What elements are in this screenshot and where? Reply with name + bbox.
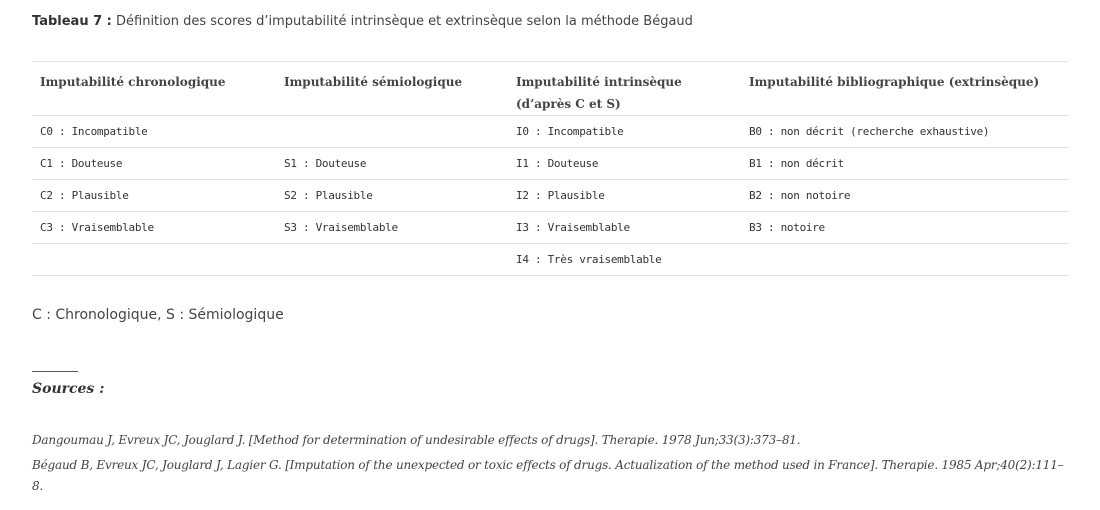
table-cell: [276, 244, 508, 276]
table-cell: C2 : Plausible: [32, 180, 276, 212]
table-header-row: [32, 62, 1068, 116]
table-cell: B2 : non notoire: [741, 180, 1068, 212]
sources-heading: Sources :: [32, 381, 105, 397]
table-cell: B3 : notoire: [741, 212, 1068, 244]
divider: [32, 371, 78, 372]
table-cell: S1 : Douteuse: [276, 148, 508, 180]
table-cell: C0 : Incompatible: [32, 116, 276, 148]
header-intrinsic: Imputabilité intrinsèque (d’après C et S): [508, 62, 741, 116]
table-row: [32, 148, 1068, 180]
table-cell: S2 : Plausible: [276, 180, 508, 212]
source-reference: Bégaud B, Evreux JC, Jouglard J, Lagier G. [Imputation of the unexpected or toxic effects of drugs. Actualization of the method used in France]. Therapie. 1985 Apr;40(2):111–8.: [32, 458, 1064, 493]
table-cell: C3 : Vraisemblable: [32, 212, 276, 244]
table-cell: I4 : Très vraisemblable: [508, 244, 741, 276]
table-cell: C1 : Douteuse: [32, 148, 276, 180]
table-cell: S3 : Vraisemblable: [276, 212, 508, 244]
imputability-table: [32, 61, 1068, 276]
table-caption-label: Tableau 7 :: [32, 14, 112, 29]
table-cell: I0 : Incompatible: [508, 116, 741, 148]
table-cell: I1 : Douteuse: [508, 148, 741, 180]
table-cell: I3 : Vraisemblable: [508, 212, 741, 244]
table-row: [32, 212, 1068, 244]
header-chronological: Imputabilité chronologique: [32, 62, 276, 116]
table-cell: B0 : non décrit (recherche exhaustive): [741, 116, 1068, 148]
table-cell: [32, 244, 276, 276]
table-row: [32, 116, 1068, 148]
table-cell: I2 : Plausible: [508, 180, 741, 212]
table-row: [32, 180, 1068, 212]
table-caption-text: Définition des scores d’imputabilité intrinsèque et extrinsèque selon la méthode Bégaud: [111, 14, 693, 29]
table-row: [32, 244, 1068, 276]
table-cell: [276, 116, 508, 148]
header-semiological: Imputabilité sémiologique: [276, 62, 508, 116]
table-cell: B1 : non décrit: [741, 148, 1068, 180]
source-reference: Dangoumau J, Evreux JC, Jouglard J. [Method for determination of undesirable effects of drugs]. Therapie. 1978 Jun;33(3):373–81.: [32, 433, 801, 447]
table-cell: [741, 244, 1068, 276]
table-legend: C : Chronologique, S : Sémiologique: [32, 307, 284, 323]
table-caption: [32, 14, 693, 29]
header-bibliographic: Imputabilité bibliographique (extrinsèque): [741, 62, 1068, 116]
